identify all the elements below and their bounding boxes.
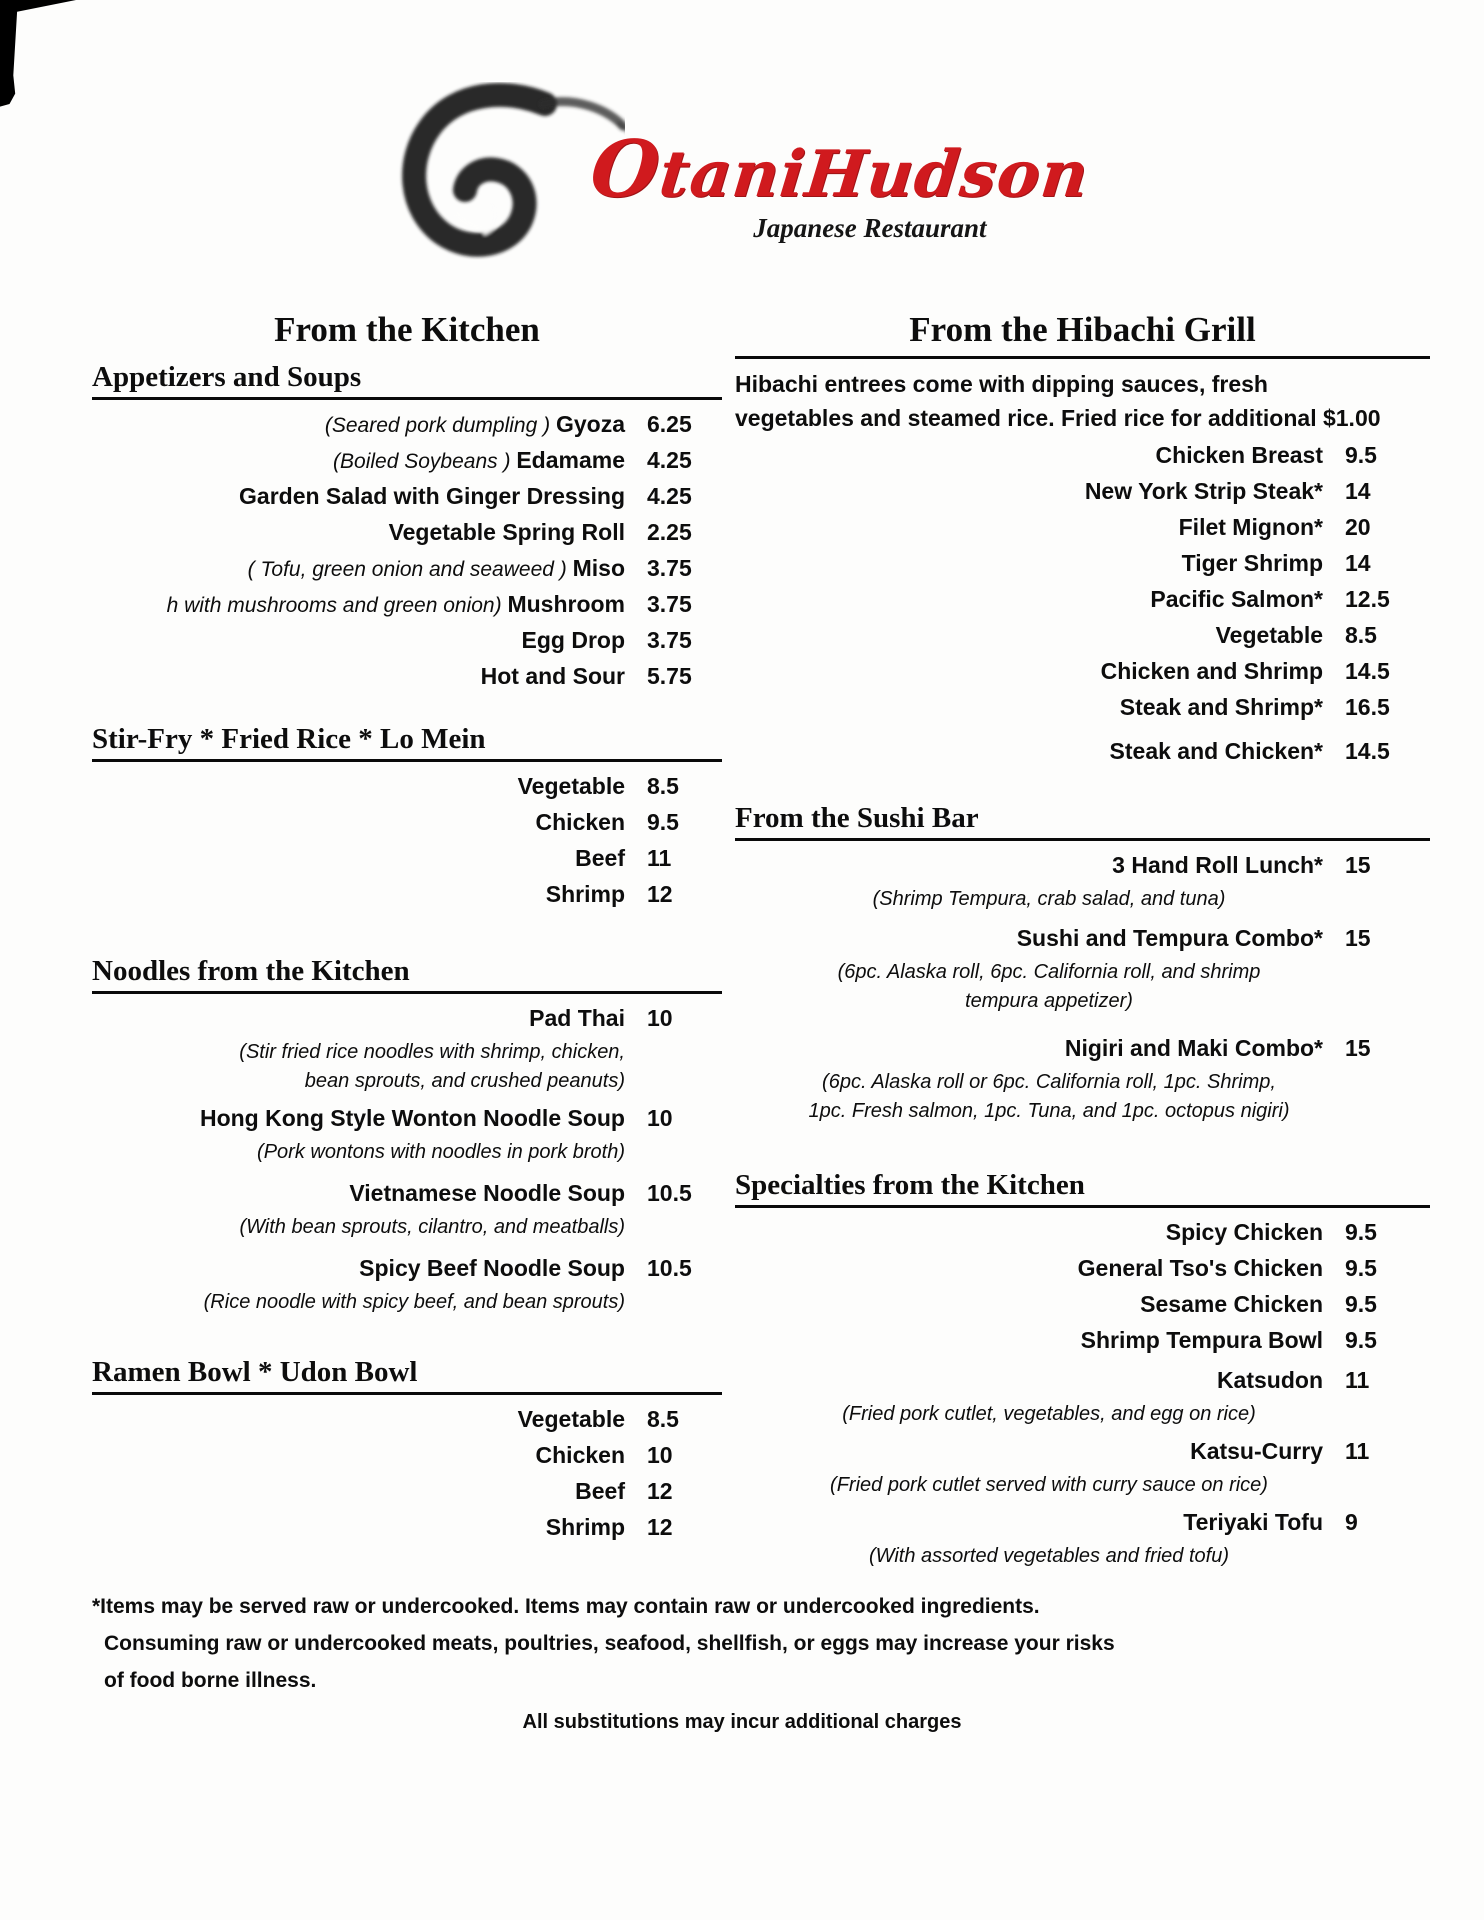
hibachi-intro-line: Hibachi entrees come with dipping sauces, fresh: [735, 371, 1268, 397]
item-price: 4.25: [647, 447, 692, 473]
item-desc: (Rice noodle with spicy beef, and bean sprouts): [203, 1291, 625, 1313]
section-heading: Noodles from the Kitchen: [92, 954, 722, 994]
scan-corner-artifact: [0, 0, 95, 130]
item-name-cell: [92, 1475, 625, 1511]
item-desc: (With assorted vegetables and fried tofu): [868, 1545, 1229, 1567]
item-name-cell: [92, 624, 625, 660]
item-desc: (With bean sprouts, cilantro, and meatballs): [239, 1216, 625, 1238]
item-note: (Seared pork dumpling ): [324, 414, 556, 437]
item-name: Spicy Beef Noodle Soup: [359, 1255, 625, 1281]
menu-item-row: [92, 444, 722, 480]
item-name: Chicken: [535, 809, 625, 835]
menu-item-row: [92, 878, 722, 914]
item-name: Vegetable Spring Roll: [388, 519, 625, 545]
item-price: 11: [1345, 1438, 1370, 1464]
menu-item-row: [735, 735, 1430, 771]
section-heading: Stir-Fry * Fried Rice * Lo Mein: [92, 722, 722, 762]
item-name-cell: [735, 1288, 1323, 1324]
item-name-cell: [92, 1403, 625, 1439]
item-name-cell: [92, 1177, 625, 1213]
item-name: Hot and Sour: [480, 663, 625, 689]
item-name: Hong Kong Style Wonton Noodle Soup: [199, 1105, 625, 1131]
menu-item-row: [92, 1102, 722, 1138]
item-name: Egg Drop: [521, 627, 625, 653]
item-name: Teriyaki Tofu: [1183, 1509, 1323, 1535]
menu-section: [92, 1355, 722, 1547]
menu-section: [92, 954, 722, 1317]
menu-item-row: [92, 770, 722, 806]
menu-item-row: [92, 1475, 722, 1511]
item-price: 20: [1345, 514, 1371, 540]
item-name: Chicken: [535, 1442, 625, 1468]
item-price: 4.25: [647, 483, 692, 509]
menu-item-row: [92, 806, 722, 842]
menu-item-desc-row: [92, 1067, 722, 1096]
menu-item-desc-row: [735, 1097, 1430, 1126]
item-name-cell: [92, 1102, 625, 1138]
item-price: 12: [647, 1478, 673, 1504]
menu-item-row: [735, 1288, 1430, 1324]
menu-item-row: [735, 475, 1430, 511]
item-name: Vegetable: [517, 773, 625, 799]
menu-item-row: [735, 583, 1430, 619]
left-column-title: From the Kitchen: [274, 310, 540, 349]
item-price: 9.5: [1345, 1255, 1377, 1281]
menu-item-row: [735, 1364, 1430, 1400]
menu-item-row: [92, 660, 722, 696]
item-desc: (6pc. Alaska roll or 6pc. California roll, 1pc. Shrimp,: [822, 1071, 1276, 1093]
menu-item-row: [735, 1506, 1430, 1542]
menu-item-row: [92, 1403, 722, 1439]
item-name-cell: [735, 619, 1323, 655]
menu-item-desc-row: [92, 1213, 722, 1242]
item-price: 10.5: [647, 1255, 692, 1281]
menu-item-row: [735, 547, 1430, 583]
menu-item-desc-row: [735, 1068, 1430, 1097]
menu-item-desc-row: [735, 1542, 1430, 1571]
item-name-cell: [92, 660, 625, 696]
item-name: Vegetable: [517, 1406, 625, 1432]
item-name-cell: [92, 444, 625, 480]
menu-item-row: [735, 1252, 1430, 1288]
item-price: 10: [647, 1105, 673, 1131]
item-price: 14: [1345, 478, 1371, 504]
item-price: 11: [1345, 1367, 1370, 1393]
menu-section: [92, 722, 722, 914]
item-price: 10: [647, 1005, 673, 1031]
item-name-cell: [92, 408, 625, 444]
footer-line: *Items may be served raw or undercooked. Items may contain raw or undercooked ingredients.: [92, 1595, 1040, 1618]
item-name-cell: [92, 1252, 625, 1288]
column-hibachi-grill: [735, 310, 1430, 1571]
item-name: Filet Mignon*: [1178, 514, 1323, 540]
menu-item-row: [735, 849, 1430, 885]
item-name: Miso: [572, 555, 625, 581]
item-name-cell: [92, 806, 625, 842]
item-name-cell: [92, 480, 625, 516]
item-name-cell: [92, 516, 625, 552]
menu-item-row: [92, 1177, 722, 1213]
item-name: 3 Hand Roll Lunch*: [1112, 852, 1323, 878]
item-name-cell: [735, 735, 1323, 771]
item-price: 8.5: [647, 773, 679, 799]
item-name: New York Strip Steak*: [1084, 478, 1323, 504]
item-price: 15: [1345, 1035, 1371, 1061]
menu-item-row: [92, 552, 722, 588]
restaurant-logo: [395, 78, 1093, 282]
menu-item-row: [92, 624, 722, 660]
item-name: Mushroom: [507, 591, 625, 617]
item-price: 9: [1345, 1509, 1358, 1535]
menu-item-desc-row: [735, 1400, 1430, 1429]
item-name-cell: [92, 1511, 625, 1547]
item-name-cell: [92, 878, 625, 914]
item-name: General Tso's Chicken: [1077, 1255, 1323, 1281]
item-desc: (Pork wontons with noodles in pork broth): [257, 1141, 625, 1163]
item-name: Katsudon: [1216, 1367, 1323, 1393]
menu-item-row: [92, 516, 722, 552]
item-name-cell: [735, 1324, 1323, 1360]
item-price: 10.5: [647, 1180, 692, 1206]
item-name-cell: [92, 588, 625, 624]
footer-disclaimer: [92, 1588, 1392, 1734]
right-sections: [735, 801, 1430, 1571]
item-desc: (6pc. Alaska roll, 6pc. California roll, and shrimp: [837, 961, 1261, 983]
logo-initial: O: [586, 124, 666, 215]
menu-item-row: [735, 1216, 1430, 1252]
column-from-the-kitchen: [92, 310, 722, 1571]
item-name: Steak and Shrimp*: [1119, 694, 1323, 720]
logo-name-rest: taniHudson: [655, 137, 1093, 212]
hibachi-intro-line: vegetables and steamed rice. Fried rice for additional $1.00: [735, 405, 1381, 431]
section-heading: Appetizers and Soups: [92, 360, 722, 400]
menu-item-desc-row: [735, 1471, 1430, 1500]
menu-item-row: [92, 1002, 722, 1038]
item-price: 3.75: [647, 627, 692, 653]
item-name-cell: [735, 1435, 1323, 1471]
menu-item-row: [735, 922, 1430, 958]
item-name-cell: [92, 1002, 625, 1038]
menu-item-row: [92, 408, 722, 444]
menu-item-desc-row: [735, 987, 1430, 1016]
item-price: 3.75: [647, 555, 692, 581]
item-price: 10: [647, 1442, 673, 1468]
item-price: 6.25: [647, 411, 692, 437]
item-name: Sushi and Tempura Combo*: [1016, 925, 1323, 951]
restaurant-tagline: Japanese Restaurant: [753, 213, 987, 243]
item-name: Pad Thai: [529, 1005, 625, 1031]
item-name: Garden Salad with Ginger Dressing: [239, 483, 625, 509]
item-price: 2.25: [647, 519, 692, 545]
item-name-cell: [735, 511, 1323, 547]
item-price: 9.5: [1345, 1327, 1377, 1353]
item-name-cell: [735, 475, 1323, 511]
logo-text-block: [586, 124, 1093, 244]
item-desc: (Stir fried rice noodles with shrimp, chicken,: [239, 1041, 625, 1063]
item-price: 9.5: [647, 809, 679, 835]
item-name: Nigiri and Maki Combo*: [1064, 1035, 1323, 1061]
item-price: 5.75: [647, 663, 692, 689]
hibachi-items: [735, 439, 1430, 771]
item-name-cell: [735, 439, 1323, 475]
footer-line: Consuming raw or undercooked meats, poultries, seafood, shellfish, or eggs may increase your risks: [104, 1632, 1115, 1655]
footer-substitutions-note: All substitutions may incur additional charges: [522, 1711, 962, 1733]
menu-item-row: [735, 1435, 1430, 1471]
item-name-cell: [735, 1032, 1323, 1068]
item-name: Chicken and Shrimp: [1100, 658, 1323, 684]
item-name-cell: [735, 691, 1323, 727]
footer-lines: [92, 1588, 1392, 1699]
section-heading: Specialties from the Kitchen: [735, 1168, 1430, 1208]
item-note: (Boiled Soybeans ): [333, 450, 517, 473]
item-note: h with mushrooms and green onion): [166, 594, 508, 617]
item-price: 8.5: [1345, 622, 1377, 648]
menu-item-row: [735, 439, 1430, 475]
menu-item-row: [92, 1511, 722, 1547]
menu-item-row: [735, 1324, 1430, 1360]
item-name: Sesame Chicken: [1140, 1291, 1323, 1317]
item-price: 9.5: [1345, 1291, 1377, 1317]
menu-item-row: [735, 655, 1430, 691]
item-name: Steak and Chicken*: [1109, 738, 1323, 764]
item-name: Shrimp: [545, 1514, 625, 1540]
item-name-cell: [92, 1439, 625, 1475]
item-desc: (Shrimp Tempura, crab salad, and tuna): [872, 888, 1226, 910]
menu-item-row: [92, 588, 722, 624]
item-name: Vietnamese Noodle Soup: [349, 1180, 625, 1206]
item-price: 11: [647, 845, 672, 871]
item-price: 14.5: [1345, 658, 1390, 684]
menu-item-row: [92, 1252, 722, 1288]
item-name: Pacific Salmon*: [1150, 586, 1323, 612]
item-name-cell: [735, 922, 1323, 958]
item-price: 3.75: [647, 591, 692, 617]
item-name-cell: [92, 770, 625, 806]
item-price: 12: [647, 881, 673, 907]
menu-item-desc-row: [92, 1288, 722, 1317]
item-name: Shrimp Tempura Bowl: [1080, 1327, 1323, 1353]
item-name: Shrimp: [545, 881, 625, 907]
right-column-title: From the Hibachi Grill: [735, 310, 1430, 359]
item-name-cell: [92, 552, 625, 588]
menu-section: [735, 1168, 1430, 1571]
item-desc: (Fried pork cutlet, vegetables, and egg on rice): [842, 1403, 1256, 1425]
item-name: Beef: [575, 845, 625, 871]
item-name-cell: [735, 655, 1323, 691]
menu-item-desc-row: [92, 1138, 722, 1167]
item-price: 15: [1345, 925, 1371, 951]
footer-line: of food borne illness.: [104, 1669, 317, 1692]
item-name: Katsu-Curry: [1190, 1438, 1323, 1464]
item-price: 9.5: [1345, 442, 1377, 468]
menu-item-row: [735, 691, 1430, 727]
item-name-cell: [735, 583, 1323, 619]
item-name: Tiger Shrimp: [1181, 550, 1323, 576]
item-name-cell: [92, 842, 625, 878]
section-heading: Ramen Bowl * Udon Bowl: [92, 1355, 722, 1395]
item-price: 15: [1345, 852, 1371, 878]
item-name-cell: [735, 1216, 1323, 1252]
item-price: 14.5: [1345, 738, 1390, 764]
menu-item-row: [92, 842, 722, 878]
restaurant-name: [586, 124, 1093, 215]
menu-section: [735, 801, 1430, 1126]
menu-columns: [0, 310, 1484, 1571]
item-price: 16.5: [1345, 694, 1390, 720]
item-name: Edamame: [516, 447, 625, 473]
item-name: Beef: [575, 1478, 625, 1504]
item-price: 12: [647, 1514, 673, 1540]
item-name: Gyoza: [555, 411, 625, 437]
menu-item-desc-row: [92, 1038, 722, 1067]
item-name-cell: [735, 849, 1323, 885]
menu-item-row: [92, 480, 722, 516]
item-desc: bean sprouts, and crushed peanuts): [304, 1070, 625, 1092]
hibachi-intro: [735, 367, 1430, 435]
menu-item-row: [92, 1439, 722, 1475]
menu-item-desc-row: [735, 958, 1430, 987]
item-name-cell: [735, 1506, 1323, 1542]
item-name: Vegetable: [1215, 622, 1323, 648]
left-sections: [92, 360, 722, 1547]
item-desc: tempura appetizer): [965, 990, 1133, 1012]
item-desc: (Fried pork cutlet served with curry sauce on rice): [830, 1474, 1268, 1496]
item-price: 9.5: [1345, 1219, 1377, 1245]
item-name-cell: [735, 1364, 1323, 1400]
menu-item-row: [735, 1032, 1430, 1068]
item-name: Spicy Chicken: [1165, 1219, 1323, 1245]
menu-item-row: [735, 619, 1430, 655]
item-price: 8.5: [647, 1406, 679, 1432]
menu-item-row: [735, 511, 1430, 547]
item-name-cell: [735, 1252, 1323, 1288]
item-name: Chicken Breast: [1155, 442, 1323, 468]
menu-item-desc-row: [735, 885, 1430, 914]
item-desc: 1pc. Fresh salmon, 1pc. Tuna, and 1pc. octopus nigiri): [808, 1100, 1290, 1122]
menu-section: [92, 360, 722, 696]
item-price: 14: [1345, 550, 1371, 576]
item-note: ( Tofu, green onion and seaweed ): [247, 558, 573, 581]
section-heading: From the Sushi Bar: [735, 801, 1430, 841]
item-price: 12.5: [1345, 586, 1390, 612]
item-name-cell: [735, 547, 1323, 583]
